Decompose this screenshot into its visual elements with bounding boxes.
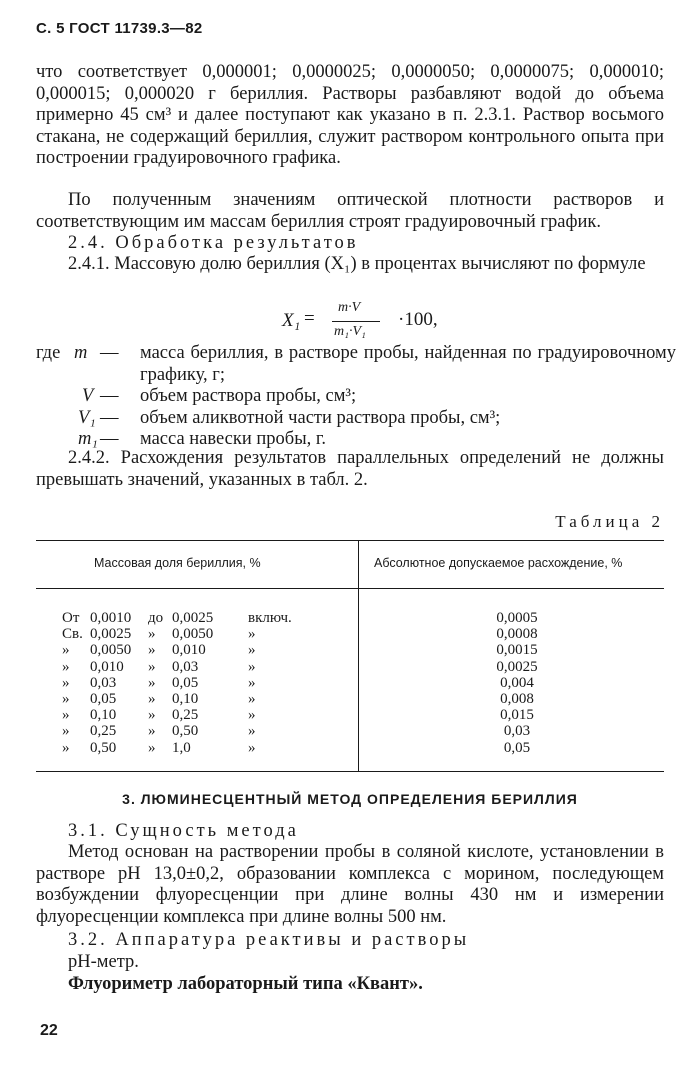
- legend-symbol: V: [82, 386, 94, 406]
- paragraph-calibration: По полученным значениям оптической плотности растворов и соответствующим им массам бериллия строят градуировочный график.: [36, 190, 664, 232]
- row-connector: »: [148, 739, 156, 756]
- row-deviation-value: 0,03: [503, 723, 531, 740]
- row-prefix: »: [62, 707, 70, 724]
- row-lower-bound: 0,05: [90, 691, 117, 707]
- legend-dash: —: [100, 343, 119, 363]
- table-bottom-rule: [36, 771, 664, 772]
- row-deviation-value: 0,015: [500, 707, 534, 724]
- heading-3-1: 3.1. Сущность метода: [68, 821, 299, 841]
- paragraph-2-4-2: 2.4.2. Расхождения результатов параллельных определений не должны превышать значений, указанных в табл. 2.: [36, 448, 664, 490]
- table-caption: Таблица 2: [555, 512, 664, 531]
- formula: [282, 300, 482, 340]
- row-upper-bound: 0,03: [172, 658, 199, 675]
- row-suffix: »: [248, 707, 256, 724]
- row-deviation-value: 0,0005: [496, 610, 538, 626]
- row-connector: »: [148, 707, 156, 724]
- row-connector: »: [148, 723, 156, 740]
- legend-dash: —: [100, 429, 119, 449]
- legend-text: объем раствора пробы, см³;: [140, 386, 357, 406]
- formula-legend: [36, 343, 676, 451]
- row-suffix: »: [248, 642, 256, 659]
- row-lower-bound: 0,50: [90, 739, 117, 756]
- row-suffix: »: [248, 739, 256, 756]
- row-connector: »: [148, 642, 156, 659]
- row-suffix: »: [248, 723, 256, 740]
- heading-2-4: 2.4. Обработка результатов: [68, 233, 359, 253]
- row-connector: »: [148, 674, 156, 691]
- formula-multiplier: ·100,: [398, 309, 438, 330]
- row-upper-bound: 0,05: [172, 674, 199, 691]
- paragraph-3-1: Метод основан на растворении пробы в соляной кислоте, установлении в растворе pH 13,0±0,2, образовании комплекса с морином, последующем возбуждении флуоресценции при длине волны 430 нм и измерении флуоресценции комплекса при длине волны 500 нм.: [36, 842, 664, 927]
- row-prefix: »: [62, 642, 70, 659]
- table-column-divider: [358, 540, 359, 772]
- row-upper-bound: 0,0025: [172, 610, 214, 626]
- row-deviation-value: 0,0015: [496, 642, 538, 659]
- paragraph-2-4-1: 2.4.1. Массовую долю бериллия (X₁) в процентах вычисляют по формуле: [68, 254, 646, 274]
- legend-symbol: m: [74, 343, 88, 363]
- row-deviation-value: 0,05: [503, 739, 531, 756]
- row-suffix: »: [248, 674, 256, 691]
- paragraph-ph-meter: pH-метр.: [68, 952, 139, 972]
- legend-dash: —: [100, 386, 119, 406]
- legend-text: масса навески пробы, г.: [140, 429, 327, 449]
- legend-where: где: [36, 343, 61, 363]
- table-header-deviation: Абсолютное допускаемое расхождение, %: [374, 556, 623, 570]
- formula-numerator: m·V: [338, 300, 361, 315]
- row-lower-bound: 0,10: [90, 707, 117, 724]
- row-prefix: Св.: [62, 626, 83, 643]
- row-upper-bound: 1,0: [172, 739, 191, 756]
- row-prefix: »: [62, 674, 70, 691]
- heading-3-2: 3.2. Аппаратура реактивы и растворы: [68, 930, 470, 950]
- row-suffix: включ.: [248, 610, 292, 626]
- row-prefix: От: [62, 610, 80, 626]
- table-header-rule: [36, 588, 664, 589]
- row-connector: до: [148, 610, 164, 626]
- row-upper-bound: 0,50: [172, 723, 199, 740]
- row-deviation-value: 0,004: [500, 674, 534, 691]
- legend-row: [36, 343, 676, 385]
- legend-symbol: V₁: [78, 407, 96, 428]
- row-connector: »: [148, 691, 156, 707]
- row-suffix: »: [248, 691, 256, 707]
- row-prefix: »: [62, 691, 70, 707]
- formula-equals: =: [304, 308, 315, 329]
- row-upper-bound: 0,25: [172, 707, 199, 724]
- row-connector: »: [148, 626, 156, 643]
- formula-denominator: m₁·V₁: [334, 324, 366, 339]
- formula-lhs: X₁: [282, 310, 301, 331]
- legend-row: [36, 386, 676, 408]
- legend-text: масса бериллия, в растворе пробы, найденная по градуировочному графику, г;: [140, 343, 676, 385]
- paragraph-dilution: что соответствует 0,000001; 0,0000025; 0,0000050; 0,0000075; 0,000010; 0,000015; 0,000020 г бериллия. Растворы разбавляют водой до объема примерно 45 см³ и далее поступают как указано в п. 2.3.1. Раствор восьмого стакана, не содержащий бериллия, служит раствором контрольного опыта при построении градуировочного графика.: [36, 62, 664, 168]
- paragraph-fluorimeter: Флуориметр лабораторный типа «Квант».: [68, 974, 423, 994]
- table-header-mass-fraction: Массовая доля бериллия, %: [94, 556, 261, 570]
- row-lower-bound: 0,0025: [90, 626, 132, 643]
- row-upper-bound: 0,0050: [172, 626, 214, 643]
- row-prefix: »: [62, 658, 70, 675]
- row-lower-bound: 0,03: [90, 674, 117, 691]
- legend-row: [36, 365, 676, 387]
- legend-row: [36, 408, 676, 430]
- section-3-title: 3. ЛЮМИНЕСЦЕНТНЫЙ МЕТОД ОПРЕДЕЛЕНИЯ БЕРИЛЛИЯ: [122, 791, 578, 807]
- row-lower-bound: 0,25: [90, 723, 117, 740]
- row-prefix: »: [62, 739, 70, 756]
- row-deviation-value: 0,0025: [496, 658, 538, 675]
- row-connector: »: [148, 658, 156, 675]
- row-upper-bound: 0,010: [172, 642, 206, 659]
- legend-symbol: m₁: [78, 429, 98, 449]
- row-prefix: »: [62, 723, 70, 740]
- row-suffix: »: [248, 626, 256, 643]
- row-lower-bound: 0,0050: [90, 642, 132, 659]
- page-header: С. 5 ГОСТ 11739.3—82: [36, 20, 203, 37]
- row-upper-bound: 0,10: [172, 691, 199, 707]
- row-suffix: »: [248, 658, 256, 675]
- page-number: 22: [40, 1022, 58, 1039]
- table-2: [36, 540, 664, 772]
- legend-dash: —: [100, 407, 119, 428]
- row-deviation-value: 0,008: [500, 691, 534, 707]
- row-deviation-value: 0,0008: [496, 626, 538, 643]
- table-top-rule: [36, 540, 664, 541]
- row-lower-bound: 0,0010: [90, 610, 132, 626]
- row-lower-bound: 0,010: [90, 658, 124, 675]
- legend-text: объем аликвотной части раствора пробы, см³;: [140, 407, 501, 428]
- formula-fraction-bar: [332, 321, 380, 322]
